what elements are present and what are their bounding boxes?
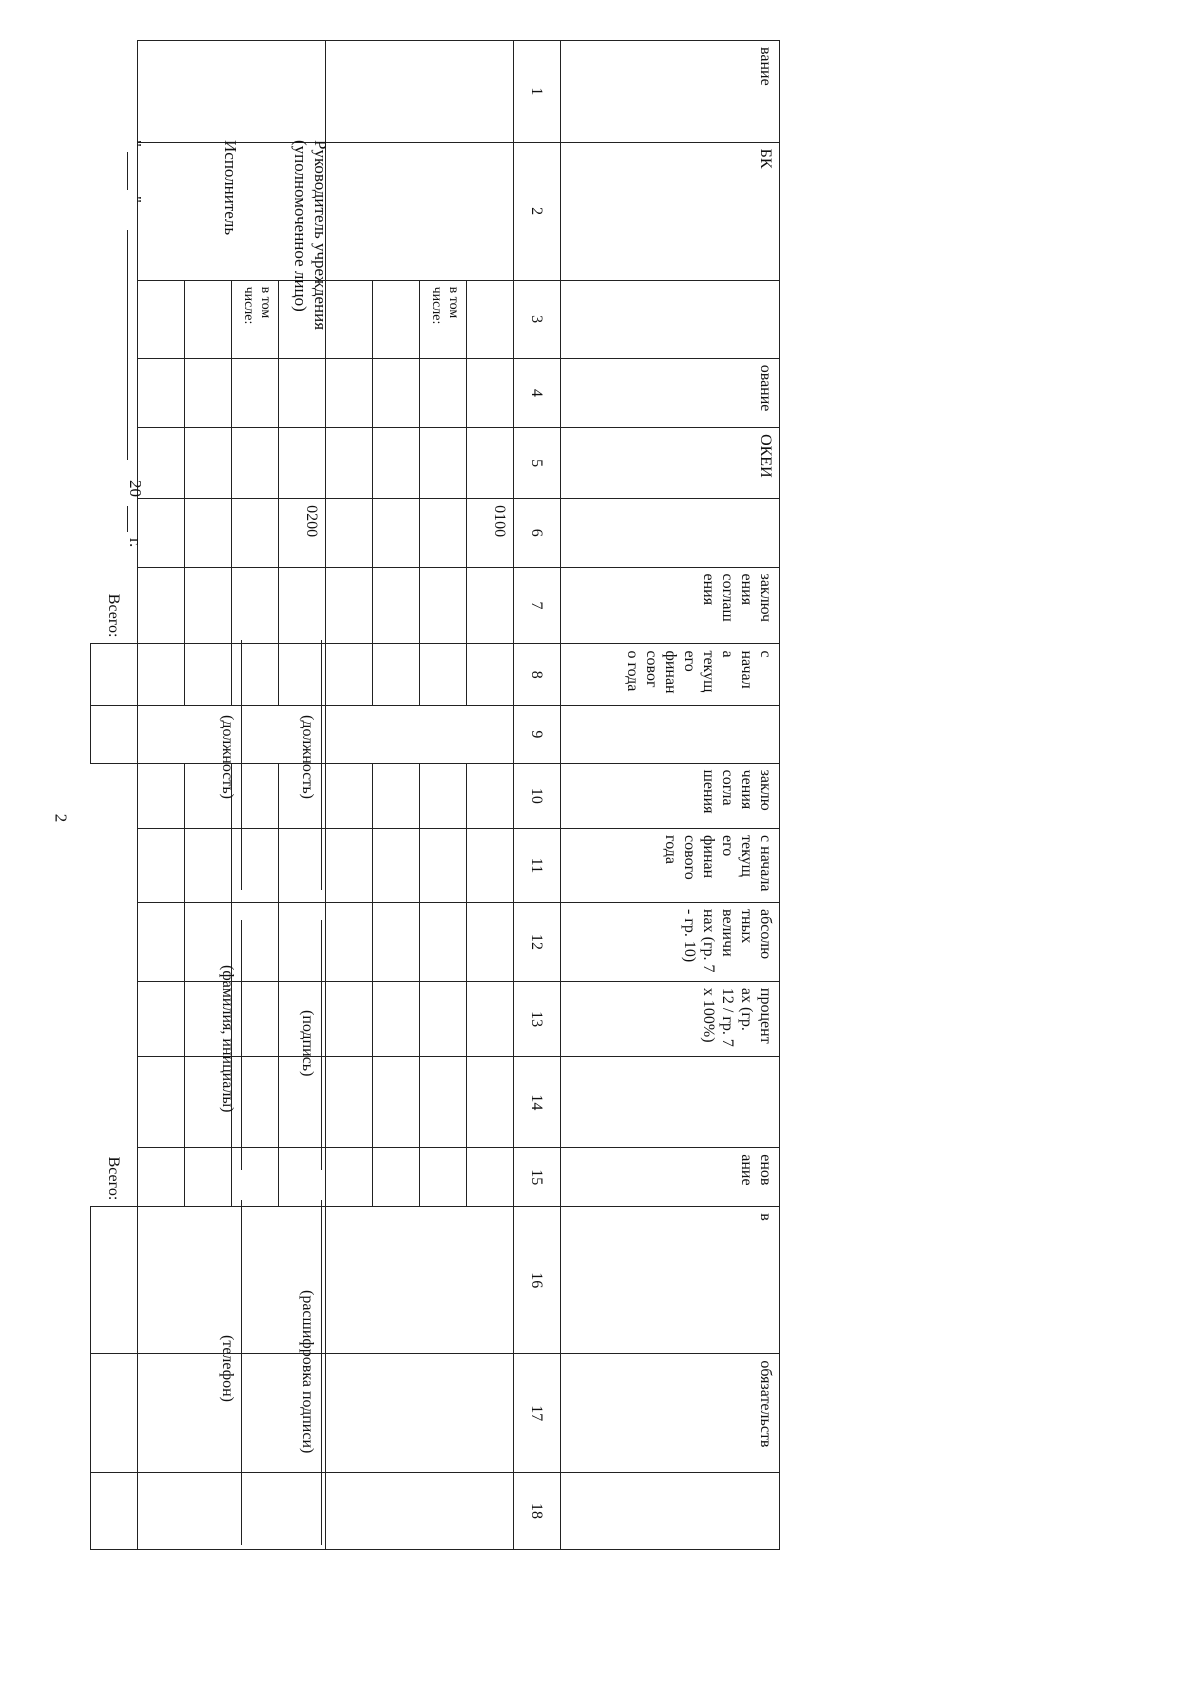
- table-cell[interactable]: [138, 902, 185, 981]
- executor-label: Исполнитель: [221, 140, 240, 236]
- including-label: в том числе:: [420, 280, 467, 358]
- table-cell[interactable]: [373, 1148, 420, 1207]
- table-cell[interactable]: [185, 358, 232, 427]
- date-quote-close: ": [126, 196, 145, 203]
- header-cell: заклю чения согла шения: [561, 763, 780, 828]
- table-cell[interactable]: [232, 567, 279, 644]
- name-line[interactable]: [241, 920, 242, 1170]
- table-cell[interactable]: [138, 644, 185, 706]
- header-cell: с начал а текущ его финан совог о года: [561, 644, 780, 706]
- position-line[interactable]: [321, 640, 322, 890]
- table-cell[interactable]: [232, 644, 279, 706]
- header-cell: ование: [561, 358, 780, 427]
- table-cell[interactable]: [326, 902, 373, 981]
- header-cell: заключ ения соглаш ения: [561, 567, 780, 644]
- table-cell[interactable]: [232, 358, 279, 427]
- column-number: 9: [514, 706, 561, 764]
- column-number: 6: [514, 499, 561, 567]
- column-number: 12: [514, 902, 561, 981]
- table-cell[interactable]: [138, 280, 185, 358]
- table-cell[interactable]: [467, 763, 514, 828]
- total-label: Всего:: [105, 593, 123, 638]
- total-cell[interactable]: [91, 706, 138, 764]
- table-cell[interactable]: [232, 1148, 279, 1207]
- header-cell: [561, 706, 780, 764]
- column-number: 14: [514, 1057, 561, 1148]
- table-cell[interactable]: [373, 902, 420, 981]
- table-cell[interactable]: [326, 1148, 373, 1207]
- table-cell[interactable]: [420, 644, 467, 706]
- table-cell[interactable]: [373, 1057, 420, 1148]
- table-cell[interactable]: [420, 902, 467, 981]
- table-cell[interactable]: [232, 902, 279, 981]
- column-number: 5: [514, 428, 561, 499]
- column-number: 15: [514, 1148, 561, 1207]
- report-table: [90, 40, 780, 1550]
- table-cell[interactable]: [279, 428, 326, 499]
- table-cell[interactable]: [326, 829, 373, 903]
- date-year-prefix: 20: [126, 480, 145, 497]
- table-cell[interactable]: [420, 499, 467, 567]
- table-cell[interactable]: [373, 981, 420, 1057]
- table-cell[interactable]: [420, 1148, 467, 1207]
- date-year-line[interactable]: [127, 506, 128, 532]
- table-cell[interactable]: [467, 280, 514, 358]
- position-caption-2: (должность): [219, 715, 236, 799]
- position-caption: (должность): [299, 715, 316, 799]
- table-cell[interactable]: [138, 358, 185, 427]
- total-cell[interactable]: [91, 1473, 138, 1550]
- column-number: 18: [514, 1473, 561, 1550]
- signature-caption: (подпись): [299, 1010, 316, 1077]
- table-cell[interactable]: [138, 567, 185, 644]
- column-number-row: [514, 41, 561, 1550]
- date-year-suffix: г.: [126, 538, 145, 548]
- position-line-2[interactable]: [241, 640, 242, 890]
- table-cell[interactable]: [326, 763, 373, 828]
- table-cell[interactable]: [467, 644, 514, 706]
- table-cell[interactable]: [326, 428, 373, 499]
- including-label: в том числе:: [232, 280, 279, 358]
- table-cell[interactable]: [420, 1057, 467, 1148]
- header-cell: БК: [561, 142, 780, 280]
- table-cell[interactable]: [279, 644, 326, 706]
- page-number: 2: [51, 813, 71, 823]
- table-cell[interactable]: [138, 1057, 185, 1148]
- table-cell[interactable]: [185, 1148, 232, 1207]
- header-cell: [561, 280, 780, 358]
- table-cell[interactable]: [467, 358, 514, 427]
- header-cell: обязательств: [561, 1354, 780, 1473]
- table-cell[interactable]: [373, 499, 420, 567]
- table-cell[interactable]: [326, 1473, 514, 1550]
- table-cell[interactable]: [373, 280, 420, 358]
- header-cell: [561, 1473, 780, 1550]
- header-cell: ОКЕИ: [561, 428, 780, 499]
- table-cell[interactable]: [138, 1473, 326, 1550]
- table-cell[interactable]: [279, 567, 326, 644]
- total-cell[interactable]: [91, 1354, 138, 1473]
- head-label: Руководитель учреждения: [311, 140, 330, 331]
- table-cell[interactable]: [279, 1148, 326, 1207]
- table-cell[interactable]: [373, 829, 420, 903]
- table-cell[interactable]: [326, 1354, 514, 1473]
- column-number: 7: [514, 567, 561, 644]
- table-cell[interactable]: [232, 829, 279, 903]
- table-cell[interactable]: [326, 706, 514, 764]
- head-signature-label: [290, 140, 330, 330]
- table-cell[interactable]: [373, 763, 420, 828]
- date-day-line[interactable]: [127, 152, 128, 190]
- table-cell[interactable]: [185, 567, 232, 644]
- table-cell[interactable]: [232, 763, 279, 828]
- table-cell[interactable]: [232, 428, 279, 499]
- phone-caption: (телефон): [219, 1335, 236, 1402]
- total-cell[interactable]: [91, 644, 138, 706]
- column-number: 13: [514, 981, 561, 1057]
- table-cell[interactable]: [185, 428, 232, 499]
- table-cell[interactable]: [373, 644, 420, 706]
- table-cell[interactable]: [373, 428, 420, 499]
- name-caption: (фамилия, инициалы): [219, 965, 236, 1113]
- table-cell[interactable]: [420, 567, 467, 644]
- table-row: [467, 41, 514, 1550]
- code-cell: 0200: [279, 499, 326, 567]
- header-cell: в: [561, 1207, 780, 1354]
- column-number: 8: [514, 644, 561, 706]
- header-cell: вание: [561, 41, 780, 143]
- table-cell[interactable]: [326, 358, 373, 427]
- decoding-line[interactable]: [321, 1200, 322, 1545]
- table-cell[interactable]: [326, 499, 373, 567]
- table-cell[interactable]: [138, 981, 185, 1057]
- totals-row: [91, 41, 138, 1550]
- header-cell: процент ах (гр. 12 / гр. 7 х 100%): [561, 981, 780, 1057]
- header-cell: енов ание: [561, 1148, 780, 1207]
- table-cell[interactable]: [326, 1057, 373, 1148]
- table-cell[interactable]: [138, 41, 326, 143]
- table-cell[interactable]: [326, 142, 514, 280]
- date-month-line[interactable]: [127, 230, 128, 460]
- table-cell[interactable]: [185, 644, 232, 706]
- header-cell: [561, 499, 780, 567]
- table-cell[interactable]: [232, 981, 279, 1057]
- table-cell[interactable]: [138, 763, 185, 828]
- table-cell[interactable]: [467, 829, 514, 903]
- table-cell[interactable]: [326, 280, 373, 358]
- header-cell: с начала текущ его финан сового года: [561, 829, 780, 903]
- table-cell[interactable]: [279, 358, 326, 427]
- table-cell[interactable]: [326, 567, 373, 644]
- code-cell: 0100: [467, 499, 514, 567]
- column-number: 1: [514, 41, 561, 143]
- table-cell[interactable]: [326, 644, 373, 706]
- table-cell[interactable]: [326, 41, 514, 143]
- header-cell: абсолю тных величи нах (гр. 7 - гр. 10): [561, 902, 780, 981]
- table-cell[interactable]: [420, 763, 467, 828]
- table-cell[interactable]: [138, 829, 185, 903]
- table-cell[interactable]: [232, 1057, 279, 1148]
- table-cell[interactable]: [420, 428, 467, 499]
- column-number: 11: [514, 829, 561, 903]
- head-sublabel: (уполномоченное лицо): [291, 140, 310, 312]
- table-cell[interactable]: [232, 499, 279, 567]
- header-row: [561, 41, 780, 1550]
- table-cell[interactable]: [138, 1148, 185, 1207]
- table-cell[interactable]: [373, 567, 420, 644]
- signature-line[interactable]: [321, 920, 322, 1170]
- total-label: Всего:: [105, 1156, 123, 1201]
- table-cell[interactable]: [138, 499, 185, 567]
- table-cell[interactable]: [467, 567, 514, 644]
- column-number: 2: [514, 142, 561, 280]
- table-cell[interactable]: [467, 428, 514, 499]
- table-cell[interactable]: [185, 829, 232, 903]
- column-number: 3: [514, 280, 561, 358]
- header-cell: [561, 1057, 780, 1148]
- column-number: 10: [514, 763, 561, 828]
- total-cell[interactable]: [91, 1207, 138, 1354]
- table-cell[interactable]: [467, 1148, 514, 1207]
- column-number: 4: [514, 358, 561, 427]
- phone-line[interactable]: [241, 1200, 242, 1545]
- table-cell[interactable]: [420, 829, 467, 903]
- report-table-wrapper: [90, 40, 780, 1550]
- table-cell[interactable]: [467, 1057, 514, 1148]
- table-cell[interactable]: [326, 981, 373, 1057]
- table-cell[interactable]: [185, 499, 232, 567]
- column-number: 16: [514, 1207, 561, 1354]
- table-cell[interactable]: [279, 829, 326, 903]
- date-quote-open: ": [126, 140, 145, 147]
- table-cell[interactable]: [467, 981, 514, 1057]
- table-cell[interactable]: [373, 358, 420, 427]
- table-cell[interactable]: [467, 902, 514, 981]
- table-cell[interactable]: [420, 981, 467, 1057]
- table-cell[interactable]: [185, 280, 232, 358]
- table-cell[interactable]: [420, 358, 467, 427]
- decoding-caption: (расшифровка подписи): [299, 1290, 316, 1454]
- table-cell[interactable]: [326, 1207, 514, 1354]
- table-cell[interactable]: [279, 902, 326, 981]
- column-number: 17: [514, 1354, 561, 1473]
